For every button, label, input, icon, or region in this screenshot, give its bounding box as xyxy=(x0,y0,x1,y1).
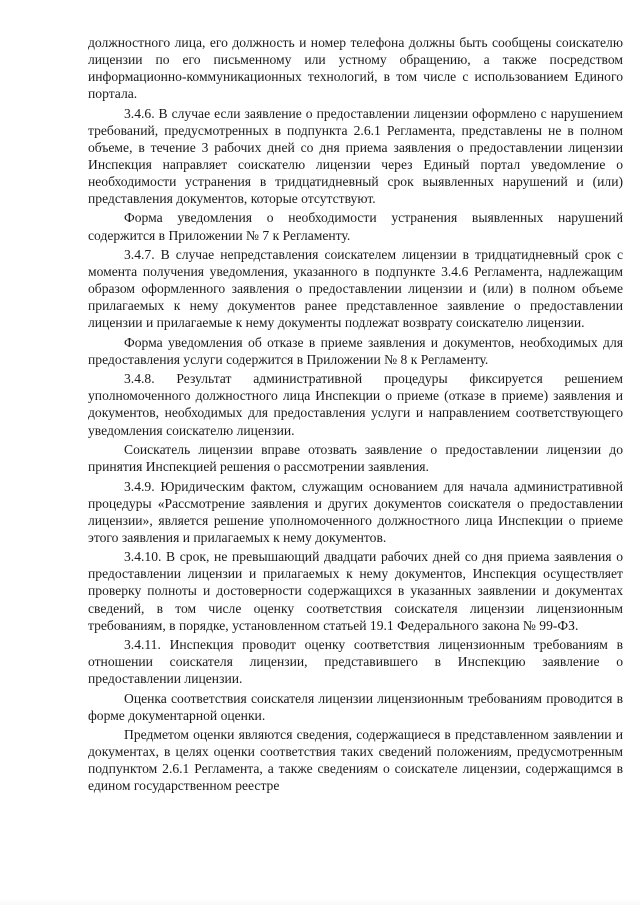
paragraph-3-4-8: 3.4.8. Результат административной процедуры фиксируется решением уполномоченного должностного лица Инспекции о приеме (отказе в приеме) заявления и документов, необходимых для предоставления услуги и направлением соответствующего уведомления соискателю лицензии. xyxy=(88,371,623,438)
paragraph-3-4-6: 3.4.6. В случае если заявление о предоставлении лицензии оформлено с нарушением требований, предусмотренных в подпункта 2.6.1 Регламента, представлены не в полном объеме, в течение 3 рабочих дней со дня приема заявления о предоставлении лицензии Инспекция направляет соискателю лицензии через Единый портал уведомление о необходимости устранения в тридцатидневный срок выявленных нарушений и (или) представления документов, которые отсутствуют. xyxy=(88,105,623,206)
paragraph-3-4-10: 3.4.10. В срок, не превышающий двадцати рабочих дней со дня приема заявления о предоставлении лицензии и прилагаемых к нему документов, Инспекция осуществляет проверку полноты и достоверности содержащихся в указанных заявлении и документах сведений, в том числе оценку соответствия соискателя лицензии лицензионным требованиям, в порядке, установленном статьей 19.1 Федерального закона № 99-ФЗ. xyxy=(88,549,623,633)
paragraph-form-notice-8: Форма уведомления об отказе в приеме заявления и документов, необходимых для предоставления услуги содержится в Приложении № 8 к Регламенту. xyxy=(88,334,623,367)
paragraph-3-4-7: 3.4.7. В случае непредставления соискателем лицензии в тридцатидневный срок с момента получения уведомления, указанного в подпункте 3.4.6 Регламента, надлежащим образом оформленного заявления о предоставлении лицензии и (или) в полном объеме прилагаемых к нему документов ранее представленное заявление о предоставлении лицензии и прилагаемые к нему документы подлежат возврату соискателю лицензии. xyxy=(88,247,623,331)
scan-edge-shadow xyxy=(0,899,640,905)
paragraph-continuation: должностного лица, его должность и номер телефона должны быть сообщены соискателю лицензии по его письменному или устному обращению, а также посредством информационно-коммуникационных технологий, в том числе с использованием Единого портала. xyxy=(88,35,623,102)
paragraph-form-notice-7: Форма уведомления о необходимости устранения выявленных нарушений содержится в Приложении № 7 к Регламенту. xyxy=(88,210,623,243)
paragraph-documentary-assessment: Оценка соответствия соискателя лицензии лицензионным требованиям проводится в форме документарной оценки. xyxy=(88,690,623,723)
paragraph-3-4-9: 3.4.9. Юридическим фактом, служащим основанием для начала административной процедуры «Рассмотрение заявления и других документов соискателя о предоставлении лицензии», является решение уполномоченного должностного лица Инспекции о приеме этого заявления и прилагаемых к нему документов. xyxy=(88,478,623,545)
paragraph-subject-of-assessment: Предметом оценки являются сведения, содержащиеся в представленном заявлении и документах, в целях оценки соответствия таких сведений положениям, предусмотренным подпунктом 2.6.1 Регламента, а также сведениям о соискателе лицензии, содержащимся в едином государственном реестре xyxy=(88,727,623,794)
paragraph-3-4-11: 3.4.11. Инспекция проводит оценку соответствия лицензионным требованиям в отношении соискателя лицензии, представившего в Инспекцию заявление о предоставлении лицензии. xyxy=(88,637,623,687)
paragraph-withdrawal: Соискатель лицензии вправе отозвать заявление о предоставлении лицензии до принятия Инспекцией решения о рассмотрении заявления. xyxy=(88,442,623,475)
document-body xyxy=(88,34,623,797)
